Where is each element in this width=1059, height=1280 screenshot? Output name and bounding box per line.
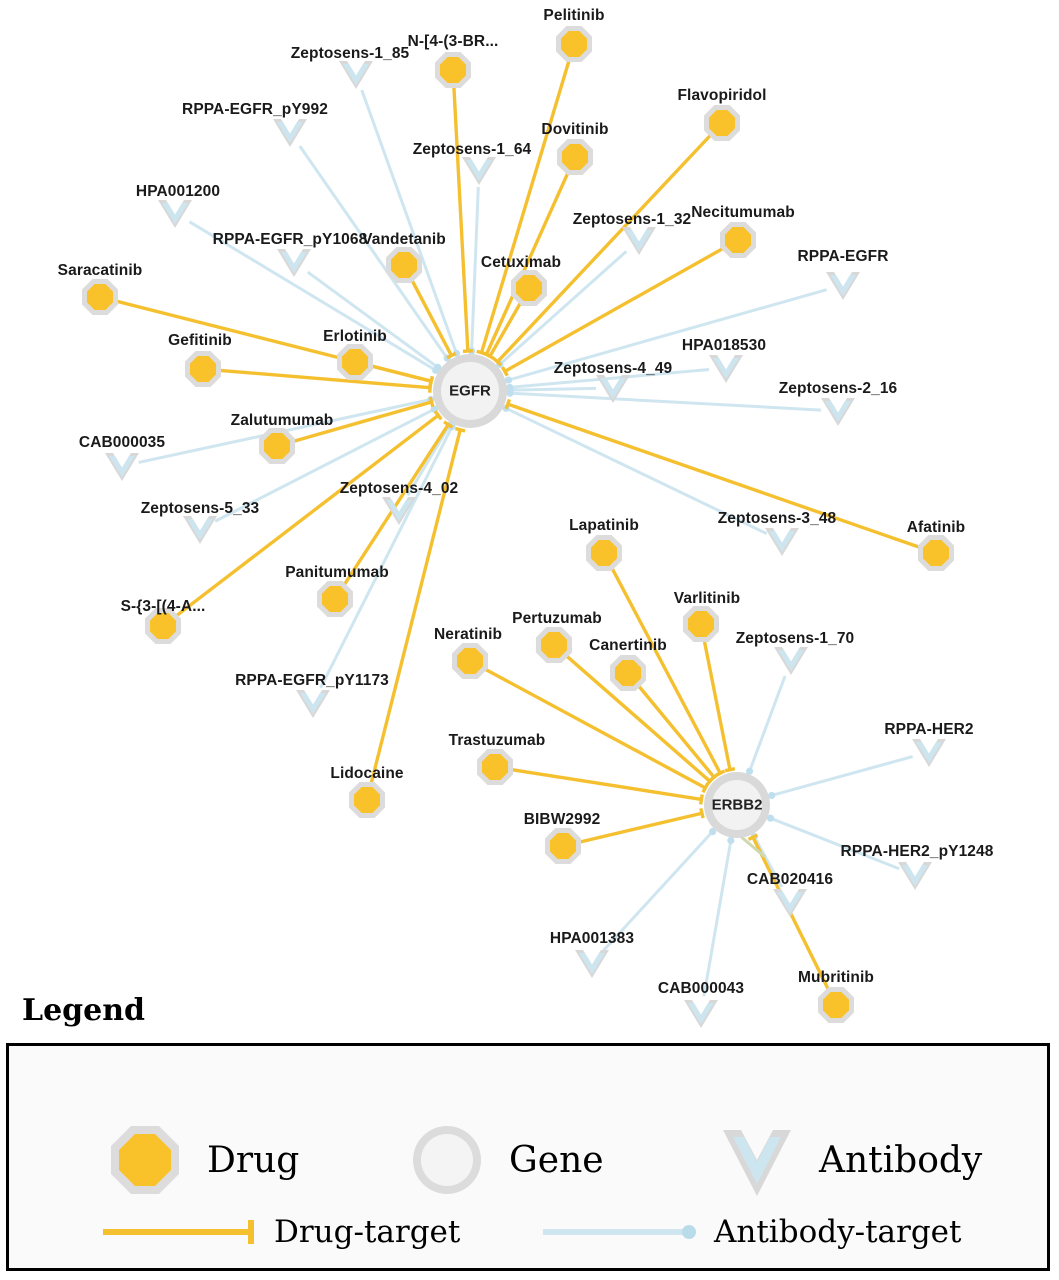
drug-node-label: Neratinib (433, 626, 503, 643)
drug-node-label: Pertuzumab (512, 610, 602, 627)
antibody-node-label: Zeptosens-4_02 (339, 480, 459, 497)
drug-node[interactable] (452, 643, 488, 679)
drug-target-edge-cap (701, 808, 703, 818)
antibody-node[interactable] (339, 61, 373, 89)
legend-item-gene (399, 1112, 604, 1208)
drug-target-edge-cap (502, 367, 507, 376)
drug-target-edge-cap (701, 794, 703, 804)
antibody-node[interactable] (826, 272, 860, 300)
drug-target-edge (512, 770, 702, 800)
legend-label-gene: Gene (509, 1139, 604, 1181)
drug-node[interactable] (536, 627, 572, 663)
gene-icon (399, 1112, 495, 1208)
antibody-node-label: RPPA-EGFR_pY1173 (235, 672, 389, 689)
antibody-node[interactable] (774, 647, 808, 675)
antibody-node-label: RPPA-HER2_pY1248 (840, 843, 994, 860)
drug-target-edge (481, 60, 569, 352)
drug-node[interactable] (511, 270, 547, 306)
drug-target-edge (497, 135, 710, 361)
antibody-node[interactable] (296, 690, 330, 718)
drug-node[interactable] (259, 428, 295, 464)
antibody-target-edge-cap (506, 390, 513, 397)
drug-target-edge-cap (725, 769, 735, 771)
drug-node-label: Lidocaine (330, 765, 404, 782)
drug-target-edge-icon (99, 1214, 264, 1250)
gene-node-label: EGFR (449, 382, 491, 400)
antibody-node[interactable] (158, 200, 192, 228)
drug-node-label: Pelitinib (543, 7, 605, 24)
drug-node-label: N-[4-(3-BR... (407, 33, 499, 50)
antibody-node-label: RPPA-EGFR_pY1068 (212, 231, 368, 248)
drug-node[interactable] (557, 139, 593, 175)
antibody-node-label: CAB020416 (746, 871, 834, 888)
drug-node[interactable] (435, 52, 471, 88)
antibody-target-edge (750, 676, 786, 771)
legend-item-antibody-target (539, 1214, 961, 1250)
drug-node[interactable] (586, 535, 622, 571)
antibody-target-edge (510, 393, 821, 410)
antibody-node-label: CAB000043 (657, 980, 745, 997)
drug-node[interactable] (82, 279, 118, 315)
drug-icon (97, 1112, 193, 1208)
legend-label-antibody: Antibody (819, 1139, 983, 1181)
legend-label-drug-target: Drug-target (274, 1214, 461, 1250)
antibody-target-edge (362, 90, 457, 353)
antibody-node[interactable] (898, 862, 932, 890)
drug-node-label: Necitumumab (691, 204, 795, 221)
antibody-icon (709, 1112, 805, 1208)
drug-node[interactable] (337, 344, 373, 380)
drug-target-edge-cap (430, 376, 432, 386)
drug-target-edge-cap (455, 429, 465, 431)
antibody-target-edge (300, 146, 447, 358)
drug-node[interactable] (683, 606, 719, 642)
antibody-node-label: Zeptosens-2_16 (778, 380, 898, 397)
legend-item-antibody (709, 1112, 982, 1208)
drug-node[interactable] (818, 987, 854, 1023)
antibody-target-edge (704, 840, 731, 996)
drug-target-edge-cap (703, 784, 708, 793)
drug-node[interactable] (185, 351, 221, 387)
antibody-node-label: Zeptosens-1_64 (412, 141, 532, 158)
drug-node[interactable] (545, 828, 581, 864)
drug-node-label: Vandetanib (362, 231, 446, 248)
antibody-node-label: HPA018530 (681, 337, 767, 354)
antibody-node[interactable] (273, 119, 307, 147)
drug-node-label: Dovitinib (541, 121, 609, 138)
antibody-node[interactable] (684, 1000, 718, 1028)
drug-node-label: Gefitinib (168, 332, 232, 349)
drug-target-edge (639, 686, 714, 777)
antibody-node[interactable] (773, 889, 807, 917)
drug-node[interactable] (918, 535, 954, 571)
drug-node-label: Canertinib (589, 637, 667, 654)
legend-label-drug: Drug (207, 1139, 300, 1181)
antibody-node[interactable] (622, 227, 656, 255)
drug-node[interactable] (317, 581, 353, 617)
antibody-node[interactable] (709, 355, 743, 383)
drug-target-edge-cap (447, 353, 456, 358)
antibody-node[interactable] (105, 453, 139, 481)
legend-item-drug-target (99, 1214, 460, 1250)
legend-label-antibody-target: Antibody-target (714, 1214, 962, 1250)
gene-node-label: ERBB2 (711, 796, 763, 814)
antibody-target-edge (772, 757, 913, 796)
antibody-node-label: HPA001383 (549, 930, 635, 947)
antibody-node[interactable] (183, 516, 217, 544)
antibody-node[interactable] (912, 739, 946, 767)
legend-box (6, 1043, 1050, 1271)
drug-node[interactable] (720, 222, 756, 258)
drug-node-label: S-{3-[(4-A... (120, 598, 206, 615)
legend-item-drug (97, 1112, 299, 1208)
drug-node-label: Zalutumumab (230, 412, 334, 429)
antibody-node-label: RPPA-HER2 (884, 721, 974, 738)
antibody-node-label: HPA001200 (135, 183, 221, 200)
drug-node-label: Mubritinib (798, 969, 874, 986)
antibody-node-label: RPPA-EGFR_pY992 (182, 101, 328, 118)
antibody-target-edge-cap (727, 837, 734, 844)
antibody-node-label: Zeptosens-1_85 (290, 45, 410, 62)
antibody-node-label: CAB000035 (78, 434, 166, 451)
edges-layer (116, 60, 919, 996)
drug-node[interactable] (477, 749, 513, 785)
antibody-node[interactable] (575, 950, 609, 978)
antibody-node[interactable] (277, 249, 311, 277)
drug-node-label: BIBW2992 (523, 811, 601, 828)
drug-node[interactable] (386, 247, 422, 283)
drug-node[interactable] (556, 26, 592, 62)
drug-node[interactable] (610, 655, 646, 691)
antibody-node-label: Zeptosens-1_32 (572, 211, 692, 228)
antibody-target-edge (472, 187, 479, 351)
drug-node[interactable] (349, 782, 385, 818)
drug-node-label: Erlotinib (323, 328, 387, 345)
antibody-node-label: Zeptosens-5_33 (140, 500, 260, 517)
drug-node-label: Varlitinib (673, 590, 741, 607)
antibody-node-label: RPPA-EGFR (797, 248, 889, 265)
antibody-target-edge (321, 427, 452, 688)
antibody-node-label: Zeptosens-1_70 (735, 630, 855, 647)
drug-target-edge (371, 366, 431, 381)
drug-node-label: Trastuzumab (448, 732, 546, 749)
antibody-node[interactable] (765, 528, 799, 556)
drug-node-label: Flavopiridol (677, 87, 767, 104)
antibody-node-label: Zeptosens-4_49 (553, 360, 673, 377)
antibody-target-edge-icon (539, 1214, 704, 1250)
antibody-node[interactable] (462, 157, 496, 185)
drug-node[interactable] (704, 105, 740, 141)
drug-node-label: Lapatinib (569, 517, 639, 534)
legend-title: Legend (22, 993, 146, 1028)
drug-target-edge (454, 87, 468, 351)
antibody-node[interactable] (821, 398, 855, 426)
drug-target-edge-cap (486, 354, 495, 359)
drug-node-label: Panitumumab (285, 564, 389, 581)
antibody-target-edge (510, 388, 596, 390)
antibody-node-label: Zeptosens-3_48 (717, 510, 837, 527)
drug-node-label: Saracatinib (57, 262, 143, 279)
drug-node-label: Afatinib (906, 519, 966, 536)
drug-target-edge-cap (463, 351, 473, 352)
drug-node-label: Cetuximab (480, 254, 562, 271)
